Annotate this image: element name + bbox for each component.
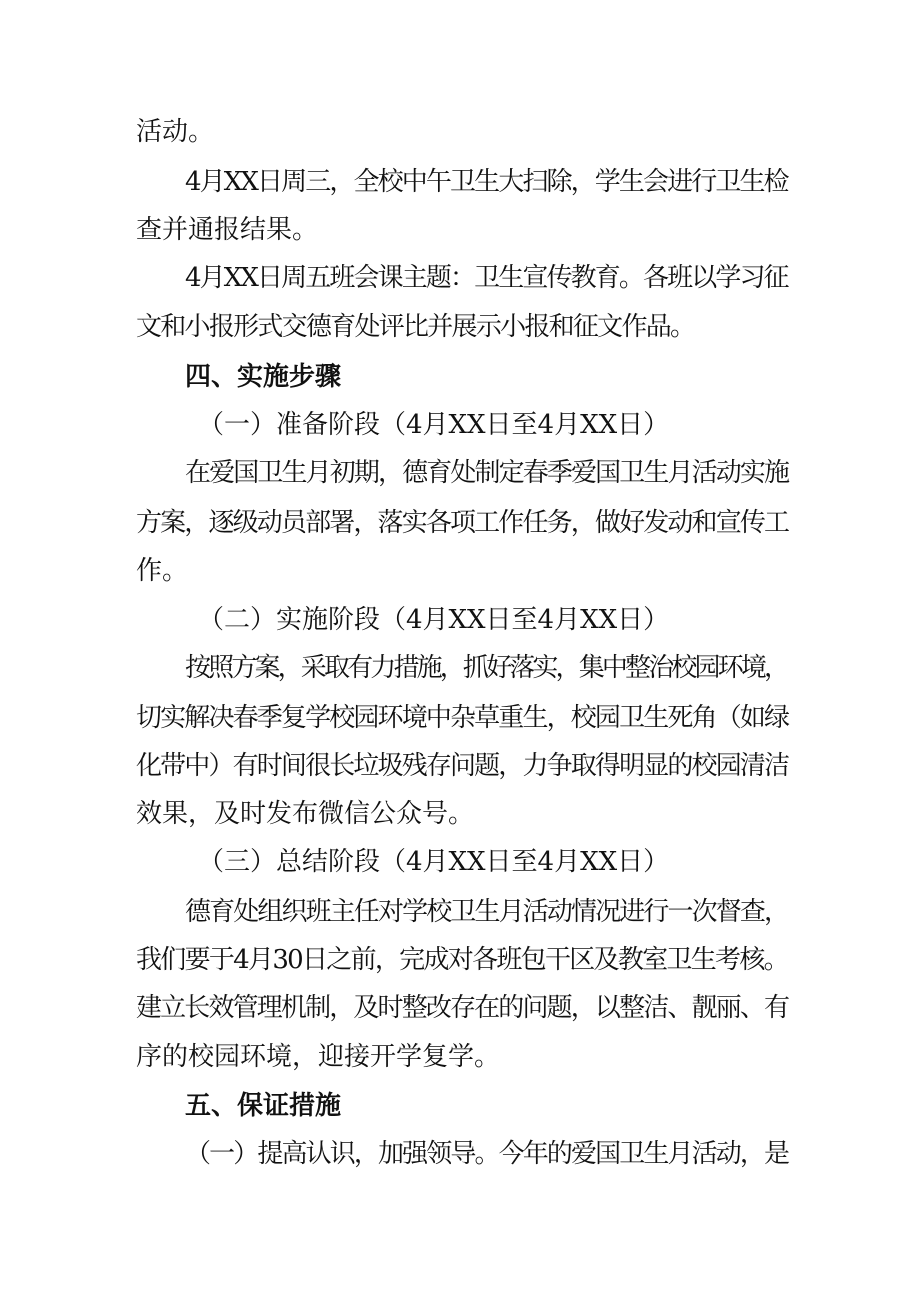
paragraph-line: 4月XX日周三，全校中午卫生大扫除，学生会进行卫生检 [185, 167, 788, 197]
paragraph-line: 按照方案，采取有力措施，抓好落实，集中整治校园环境， [185, 653, 788, 683]
section-heading: 四、实施步骤 [185, 362, 342, 392]
paragraph-line: 4月XX日周五班会课主题：卫生宣传教育。各班以学习征 [185, 263, 788, 293]
paragraph-line: 建立长效管理机制，及时整改存在的问题，以整洁、靓丽、有 [136, 993, 789, 1023]
subsection-heading: （一）准备阶段（4月XX日至4月XX日） [198, 410, 670, 440]
paragraph-line: 作。 [136, 556, 189, 586]
paragraph-line: 效果，及时发布微信公众号。 [136, 799, 475, 829]
paragraph-line: 在爱国卫生月初期，德育处制定春季爱国卫生月活动实施 [185, 458, 789, 488]
paragraph-line: 我们要于4月30日之前，完成对各班包干区及教室卫生考核。 [136, 945, 788, 975]
subsection-heading: （二）实施阶段（4月XX日至4月XX日） [198, 605, 670, 635]
paragraph-line: 切实解决春季复学校园环境中杂草重生，校园卫生死角（如绿 [136, 703, 789, 733]
paragraph-line: 文和小报形式交德育处评比并展示小报和征文作品。 [136, 312, 695, 342]
paragraph-line: 查并通报结果。 [136, 215, 319, 245]
paragraph-line: 德育处组织班主任对学校卫生月活动情况进行一次督查， [185, 897, 789, 927]
section-heading: 五、保证措施 [185, 1091, 342, 1121]
paragraph-line: 方案，逐级动员部署，落实各项工作任务，做好发动和宣传工 [136, 508, 789, 538]
paragraph-line: （一）提高认识，加强领导。今年的爱国卫生月活动，是 [185, 1139, 789, 1169]
paragraph-line: 化带中）有时间很长垃圾残存问题，力争取得明显的校园清洁 [136, 751, 789, 781]
paragraph-line: 序的校园环境，迎接开学复学。 [136, 1042, 501, 1072]
paragraph-line: 活动。 [136, 117, 215, 147]
subsection-heading: （三）总结阶段（4月XX日至4月XX日） [198, 847, 670, 877]
